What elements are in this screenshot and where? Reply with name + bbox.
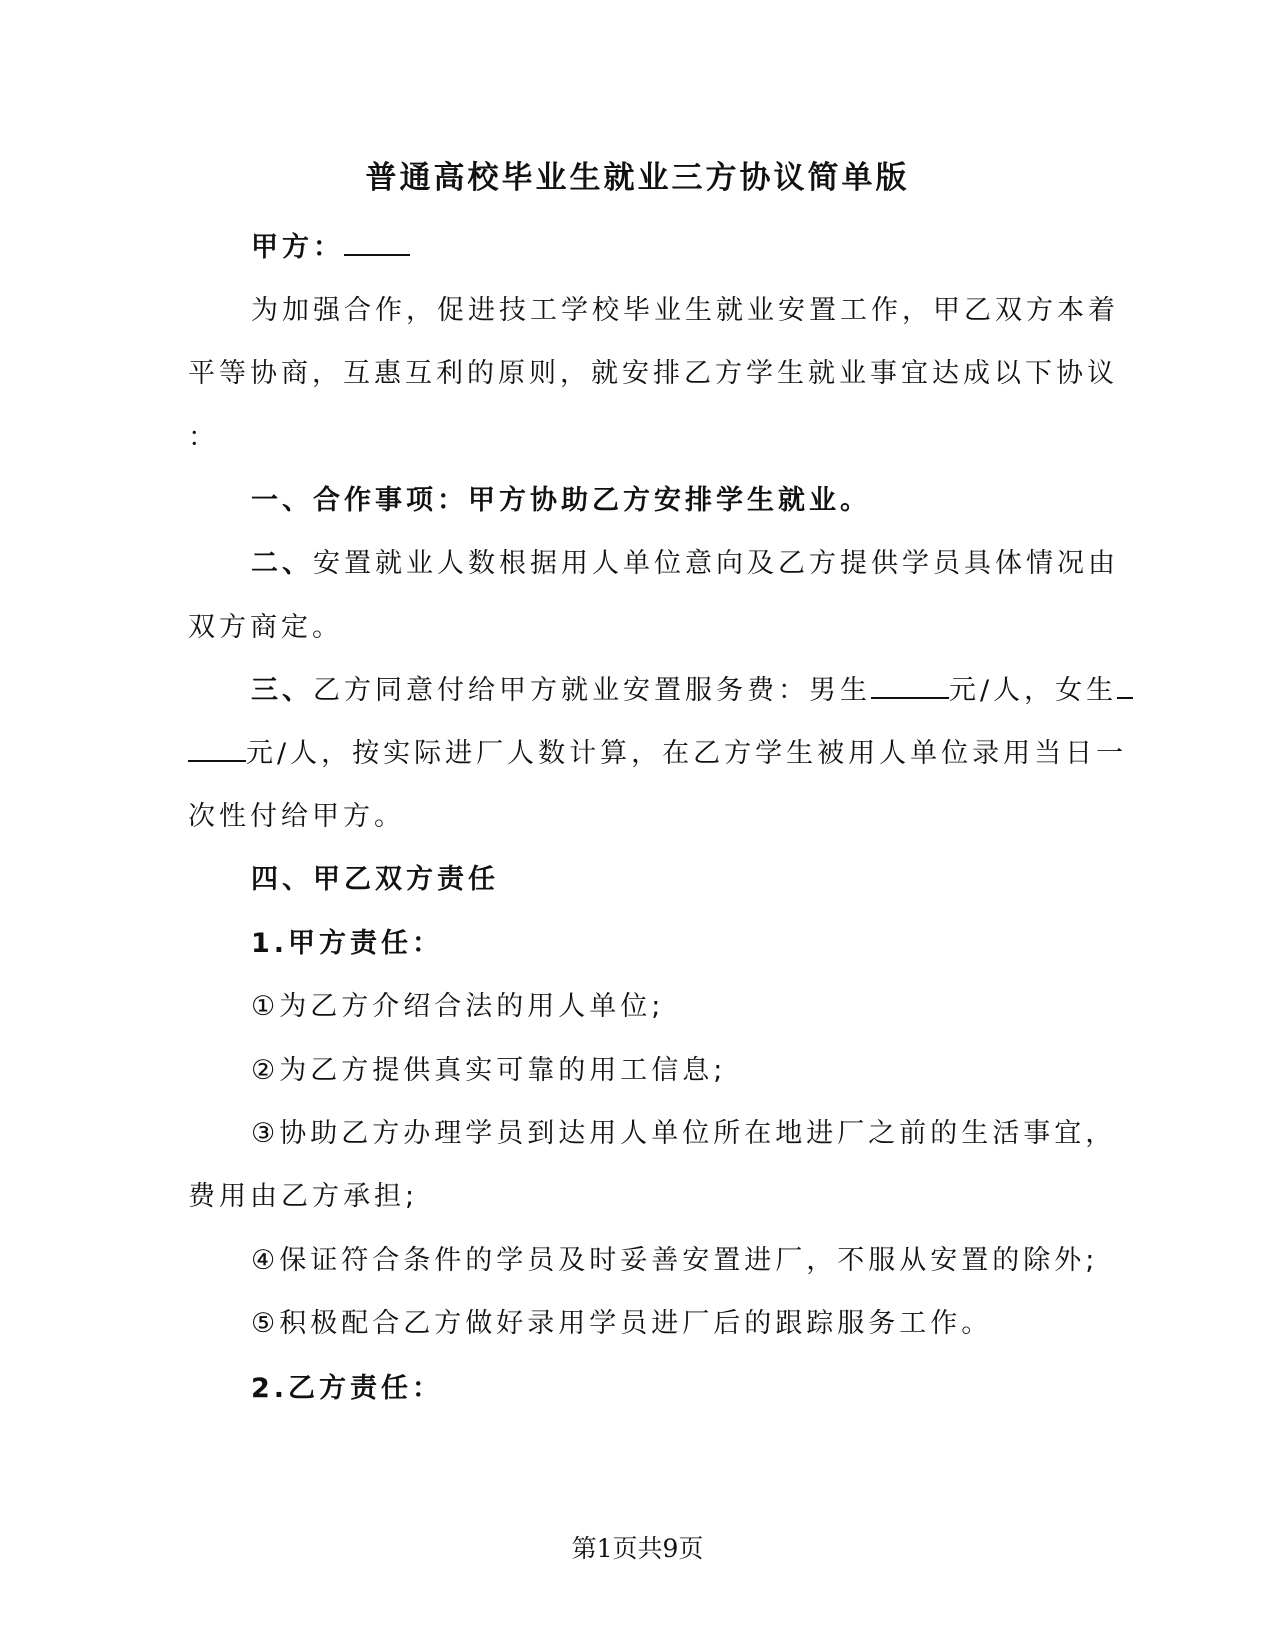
clause-3-text-c: 元/人，按实际进厂人数计算，在乙方学生被用人单位录用当日一 — [246, 738, 1128, 769]
party-a-label: 甲方： — [251, 232, 344, 263]
clause-1-number: 一、 — [251, 485, 313, 516]
clause-3-line-1 — [251, 673, 1133, 709]
clause-1-text: 合作事项：甲方协助乙方安排学生就业。 — [313, 485, 871, 516]
party-a-blank — [344, 230, 410, 256]
clause-2-number: 二、 — [251, 548, 313, 579]
female-fee-blank-end — [188, 736, 246, 762]
party-a-duty-4: ④保证符合条件的学员及时妥善安置进厂，不服从安置的除外; — [251, 1245, 1099, 1276]
party-a-duty-3: ③协助乙方办理学员到达用人单位所在地进厂之前的生活事宜， — [251, 1118, 1117, 1149]
female-fee-blank-start — [1117, 673, 1133, 699]
clause-3-line-3: 次性付给甲方。 — [188, 801, 405, 832]
clause-2-text: 安置就业人数根据用人单位意向及乙方提供学员具体情况由 — [313, 548, 1119, 579]
party-a-duty-5: ⑤积极配合乙方做好录用学员进厂后的跟踪服务工作。 — [251, 1308, 993, 1339]
clause-2-line-2: 双方商定。 — [188, 612, 343, 643]
page-indicator: 第1页共9页 — [571, 1534, 704, 1563]
preamble-line-3: ： — [188, 422, 219, 453]
clause-3-line-2 — [188, 736, 1127, 772]
preamble-line-1: 为加强合作，促进技工学校毕业生就业安置工作，甲乙双方本着 — [251, 295, 1119, 326]
party-a-duty-3-continuation: 费用由乙方承担; — [188, 1181, 419, 1212]
clause-1 — [251, 483, 871, 519]
party-a-duty-2: ②为乙方提供真实可靠的用工信息; — [251, 1055, 727, 1086]
preamble-line-2: 平等协商，互惠互利的原则，就安排乙方学生就业事宜达成以下协议 — [188, 358, 1118, 389]
party-a-duty-1: ①为乙方介绍合法的用人单位; — [251, 991, 665, 1022]
male-fee-blank — [871, 673, 949, 699]
clause-3-text-b: 元/人，女生 — [949, 675, 1118, 706]
clause-4-heading: 四、甲乙双方责任 — [251, 864, 499, 895]
party-a-duties-heading: 1.甲方责任： — [251, 928, 444, 959]
clause-2-line-1 — [251, 546, 1119, 582]
party-b-duties-heading: 2.乙方责任： — [251, 1373, 444, 1404]
party-a-field — [251, 230, 410, 266]
clause-3-number: 三、 — [251, 675, 313, 706]
document-title: 普通高校毕业生就业三方协议简单版 — [365, 160, 910, 196]
clause-3-text-a: 乙方同意付给甲方就业安置服务费：男生 — [313, 675, 871, 706]
